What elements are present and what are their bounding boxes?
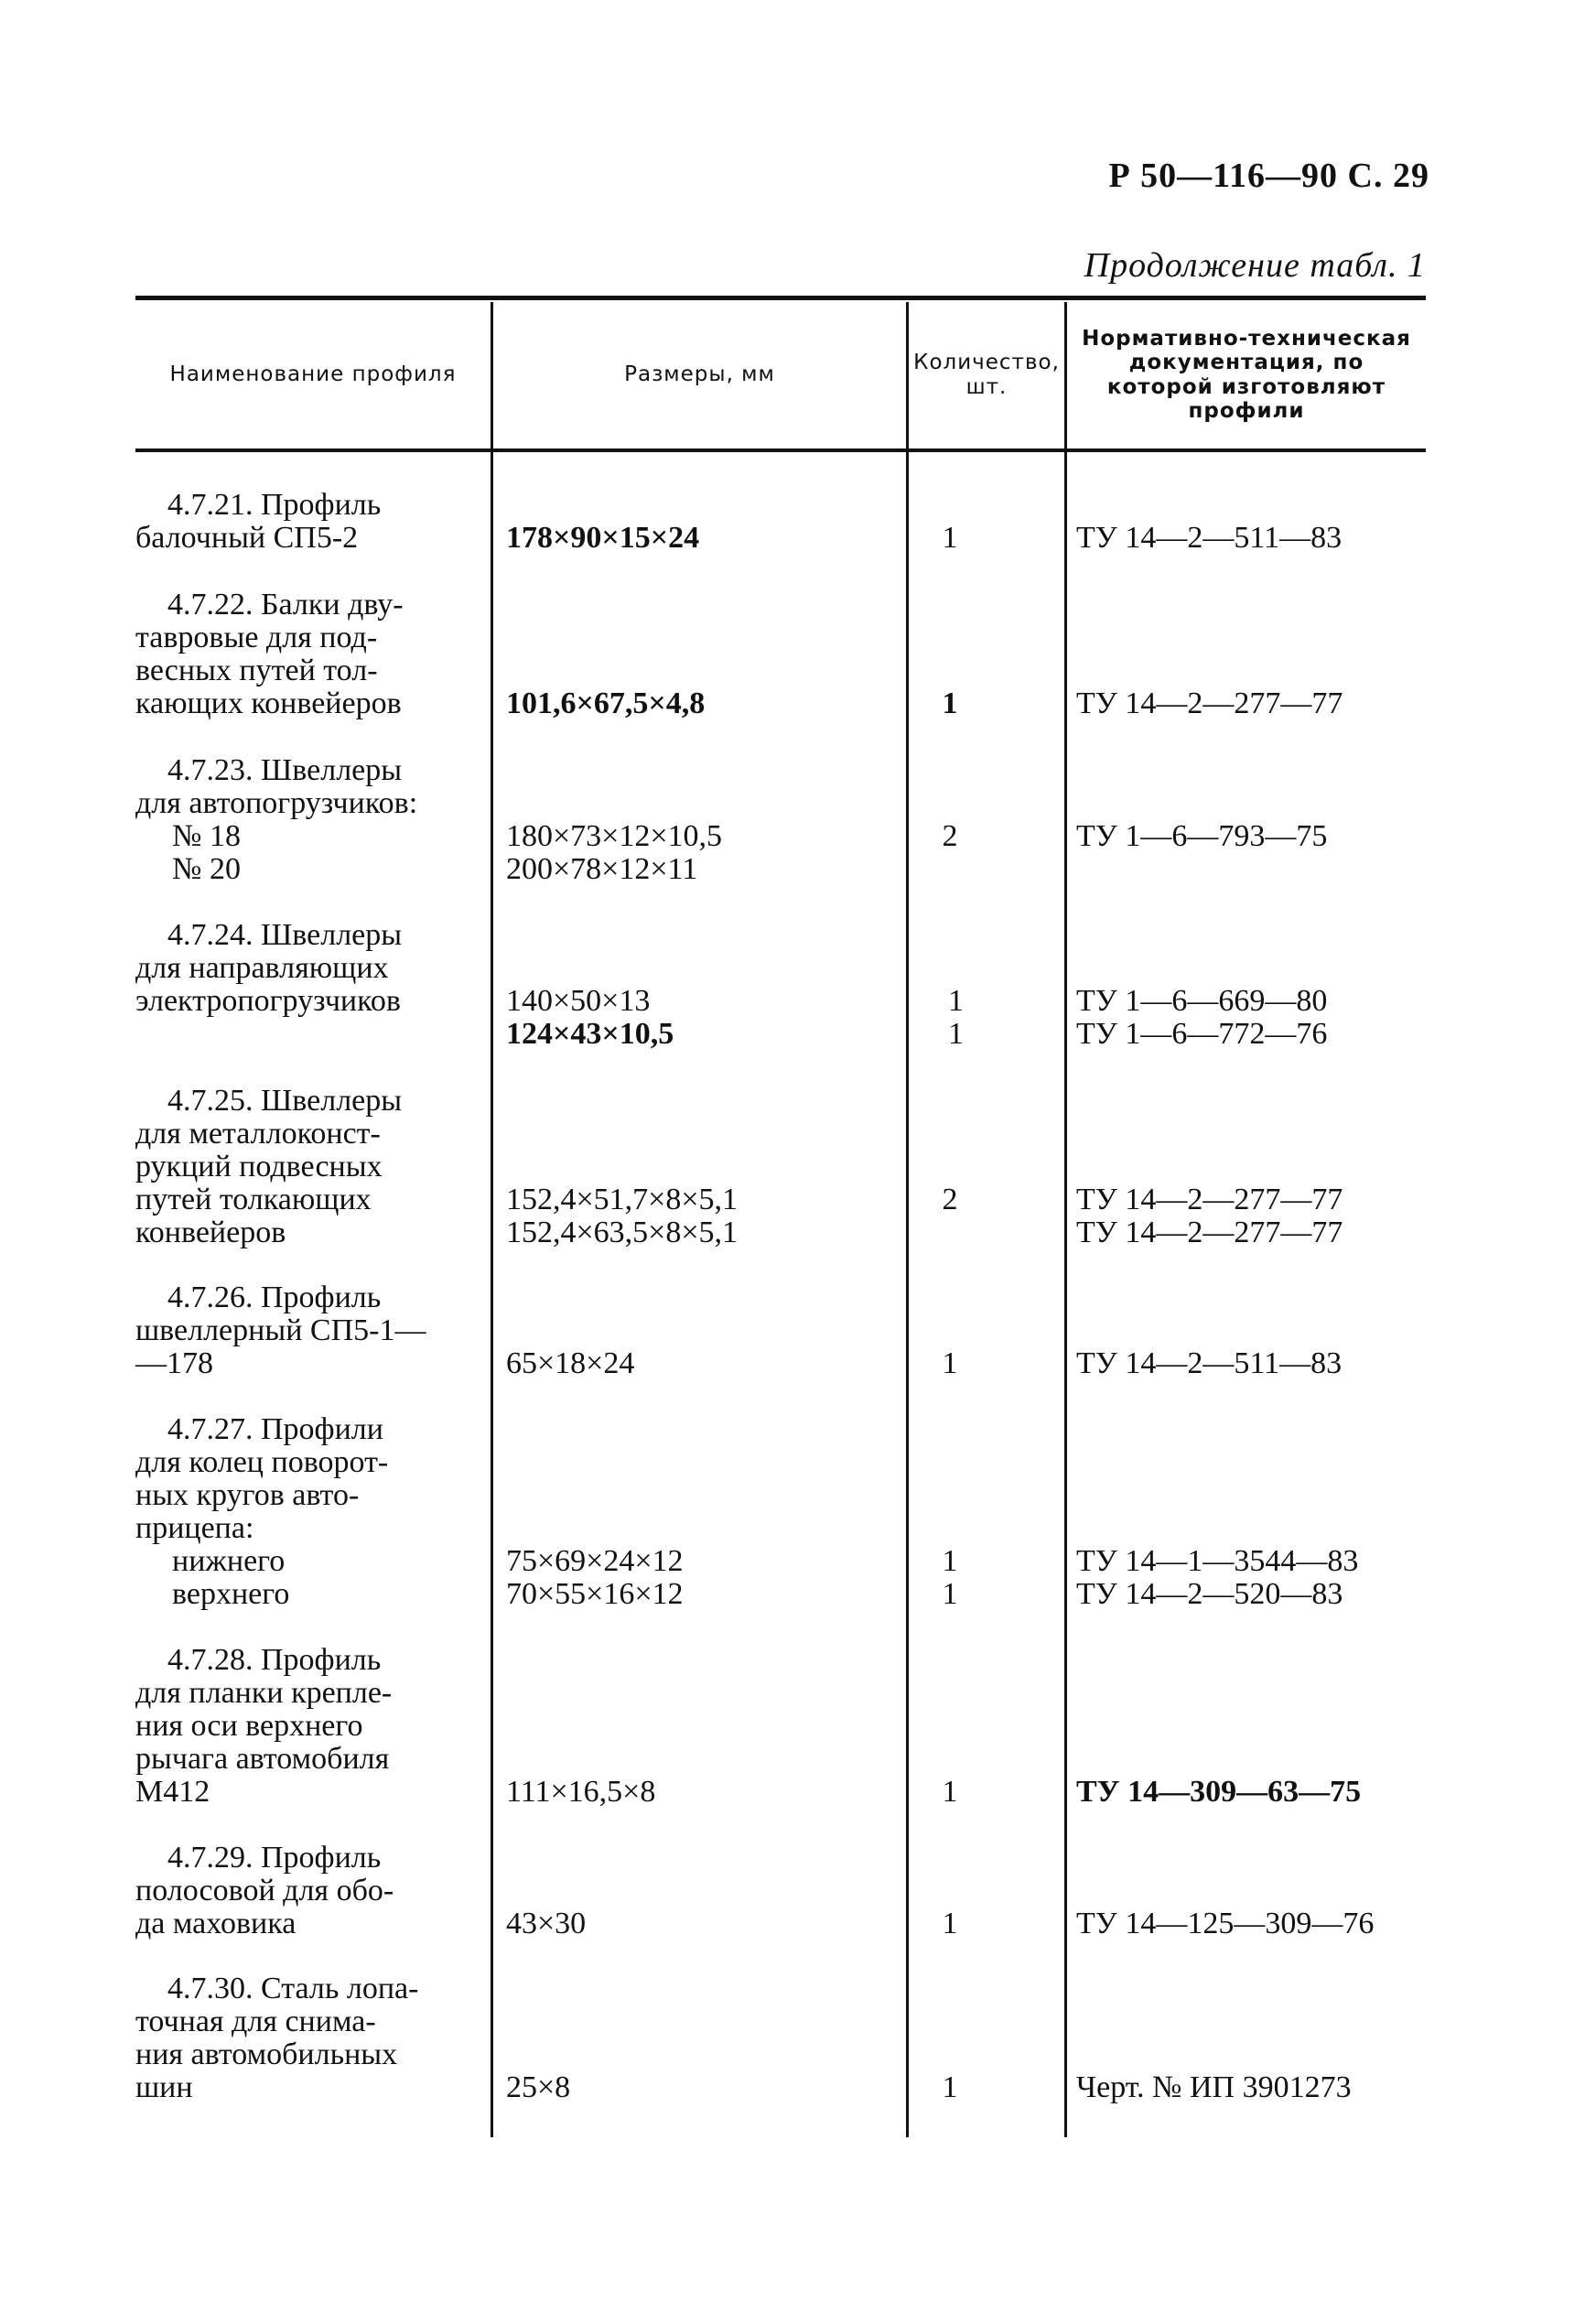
profile-name: кающих конвейеров — [135, 686, 402, 720]
profile-name: весных путей тол- — [135, 654, 378, 687]
profile-document: Черт. № ИП 3901273 — [1076, 2070, 1352, 2104]
profile-document: ТУ 1—6—669—80 — [1076, 984, 1328, 1018]
column-header-documentation: Нормативно-техническая документация, по которой изготовляют профили — [1082, 326, 1411, 423]
profile-name: ных кругов авто- — [135, 1478, 360, 1512]
profile-size: 75×69×24×12 — [506, 1544, 684, 1578]
profile-name: 4.7.21. Профиль — [167, 488, 382, 522]
table-row — [135, 1644, 1426, 1809]
profile-name: 4.7.23. Швеллеры — [167, 753, 403, 787]
profile-size: 180×73×12×10,5 — [506, 819, 723, 853]
profile-name: ния оси верхнего — [135, 1709, 363, 1743]
profile-quantity: 1 — [942, 1544, 958, 1578]
profile-quantity: 1 — [942, 1577, 958, 1611]
page-number: Р 50—116—90 С. 29 — [1108, 157, 1429, 195]
profile-size: 152,4×51,7×8×5,1 — [506, 1183, 739, 1216]
table-continuation-caption: Продолжение табл. 1 — [1084, 246, 1426, 285]
profile-name: да маховика — [135, 1907, 297, 1940]
profile-document: ТУ 1—6—772—76 — [1076, 1017, 1328, 1051]
profile-name: верхнего — [172, 1577, 290, 1611]
profile-name: рычага автомобиля — [135, 1742, 390, 1776]
profile-name: М412 — [135, 1775, 210, 1809]
profile-name: для колец поворот- — [135, 1445, 389, 1479]
profile-name: прицепа: — [135, 1511, 254, 1545]
profile-document: ТУ 1—6—793—75 — [1076, 819, 1328, 853]
profile-size: 140×50×13 — [506, 984, 651, 1018]
profile-name: 4.7.27. Профили — [167, 1412, 383, 1446]
profile-name: для автопогрузчиков: — [135, 786, 418, 820]
profile-name: тавровые для под- — [135, 621, 378, 654]
table-top-rule — [135, 296, 1426, 300]
profile-quantity: 1 — [948, 1017, 964, 1051]
profile-document: ТУ 14—2—511—83 — [1076, 1346, 1343, 1380]
column-header-name: Наименование профиля — [169, 362, 457, 387]
profile-name: № 20 — [172, 852, 241, 886]
profile-size: 101,6×67,5×4,8 — [506, 686, 706, 720]
profile-document: ТУ 14—2—277—77 — [1076, 1216, 1343, 1249]
profile-name: 4.7.24. Швеллеры — [167, 918, 403, 952]
profile-size: 124×43×10,5 — [506, 1017, 674, 1051]
profile-document: ТУ 14—2—520—83 — [1076, 1577, 1343, 1611]
profile-name: электропогрузчиков — [135, 984, 401, 1018]
profile-name: точная для снима- — [135, 2005, 376, 2038]
profile-name: рукций подвесных — [135, 1150, 383, 1183]
profile-name: 4.7.29. Профиль — [167, 1841, 382, 1875]
profile-name: 4.7.30. Сталь лопа- — [167, 1972, 419, 2005]
profile-size: 111×16,5×8 — [506, 1775, 656, 1809]
profile-document: ТУ 14—2—277—77 — [1076, 1183, 1343, 1216]
profile-name: для направляющих — [135, 951, 389, 985]
table-row — [135, 589, 1426, 720]
table-row — [135, 1085, 1426, 1249]
profile-quantity: 2 — [942, 819, 958, 853]
profile-document: ТУ 14—1—3544—83 — [1076, 1544, 1359, 1578]
profile-quantity: 1 — [948, 984, 964, 1018]
profile-size: 200×78×12×11 — [506, 852, 698, 886]
profile-name: балочный СП5-2 — [135, 521, 359, 555]
table-row — [135, 1972, 1426, 2104]
profile-size: 43×30 — [506, 1907, 587, 1940]
profile-quantity: 1 — [942, 1907, 958, 1940]
profile-name: —178 — [135, 1346, 213, 1380]
table-row — [135, 919, 1426, 1051]
profile-size: 152,4×63,5×8×5,1 — [506, 1216, 739, 1249]
profile-name: для планки крепле- — [135, 1676, 393, 1710]
profile-name: для металлоконст- — [135, 1117, 381, 1151]
profile-name: нижнего — [172, 1544, 286, 1578]
profile-name: шин — [135, 2070, 193, 2104]
profile-name: № 18 — [172, 819, 241, 853]
profile-quantity: 2 — [942, 1183, 958, 1216]
profile-name: конвейеров — [135, 1216, 286, 1249]
profile-size: 178×90×15×24 — [506, 521, 700, 555]
profile-name: 4.7.25. Швеллеры — [167, 1084, 403, 1118]
column-header-sizes: Размеры, мм — [624, 362, 775, 387]
table-row — [135, 489, 1426, 555]
profile-name: полосовой для обо- — [135, 1874, 394, 1908]
table-row — [135, 1281, 1426, 1380]
profile-quantity: 1 — [942, 521, 958, 555]
column-header-quantity: Количество, шт. — [913, 351, 1060, 399]
profile-name: 4.7.28. Профиль — [167, 1643, 382, 1677]
profile-quantity: 1 — [942, 1775, 958, 1809]
table-row — [135, 754, 1426, 886]
profile-quantity: 1 — [942, 2070, 958, 2104]
profile-document: ТУ 14—309—63—75 — [1076, 1775, 1362, 1809]
profile-size: 25×8 — [506, 2070, 571, 2104]
profile-size: 70×55×16×12 — [506, 1577, 684, 1611]
profile-document: ТУ 14—2—511—83 — [1076, 521, 1343, 555]
profile-name: 4.7.26. Профиль — [167, 1281, 382, 1314]
table-row — [135, 1413, 1426, 1611]
table-row — [135, 1842, 1426, 1940]
profile-document: ТУ 14—2—277—77 — [1076, 686, 1343, 720]
profile-name: ния автомобильных — [135, 2037, 398, 2071]
profile-name: 4.7.22. Балки дву- — [167, 588, 404, 621]
profile-quantity: 1 — [942, 1346, 958, 1380]
profile-size: 65×18×24 — [506, 1346, 635, 1380]
profile-name: путей толкающих — [135, 1183, 372, 1216]
profile-quantity: 1 — [942, 686, 958, 720]
profile-document: ТУ 14—125—309—76 — [1076, 1907, 1375, 1940]
table-header-rule — [135, 449, 1426, 452]
profile-name: швеллерный СП5-1— — [135, 1313, 426, 1347]
